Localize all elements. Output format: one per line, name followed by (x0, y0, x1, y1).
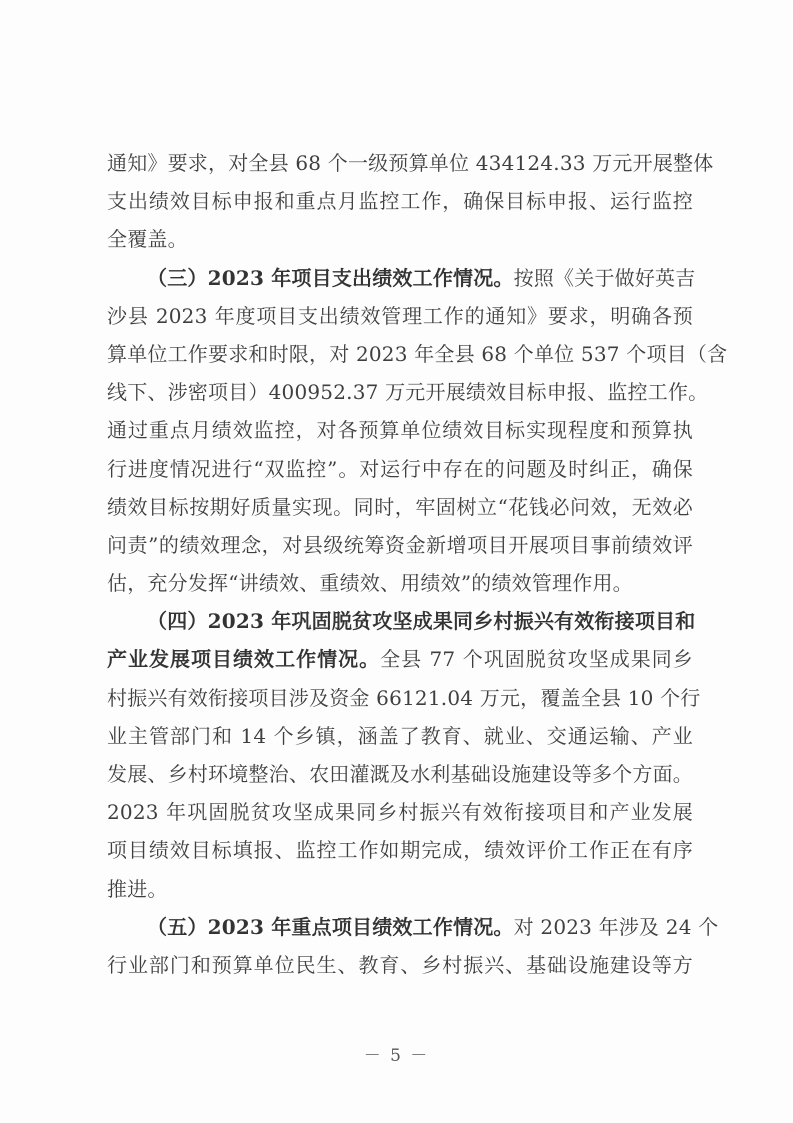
paragraph-3 (107, 602, 701, 908)
text-run: 按照《关于做好英吉 (513, 265, 696, 290)
text-line: 项目绩效目标填报、监控工作如期完成，绩效评价工作正在有序 (107, 838, 693, 863)
text-run: 全县 77 个巩固脱贫攻坚成果同乡 (380, 647, 693, 672)
text-line: 通知》要求，对全县 68 个一级预算单位 434124.33 万元开展整体 (107, 151, 714, 175)
page-number: － 5 － (363, 1046, 430, 1066)
text-line: 行业部门和预算单位民生、教育、乡村振兴、基础设施建设等方 (107, 952, 693, 977)
paragraph-2 (107, 259, 728, 603)
text-line (107, 640, 693, 678)
text-run: 对 2023 年涉及 24 个 (513, 914, 719, 939)
text-line: 推进。 (107, 876, 168, 901)
text-line: 绩效目标按期好质量实现。同时，牢固树立“花钱必问效，无效必 (107, 494, 693, 519)
text-line: 通过重点月绩效监控，对各预算单位绩效目标实现程度和预算执 (107, 418, 693, 443)
section-heading-4-cont: 产业发展项目绩效工作情况。 (107, 647, 381, 672)
paragraph-1 (107, 144, 714, 259)
section-heading-4: （四）2023 年巩固脱贫攻坚成果同乡村振兴有效衔接项目和 (147, 609, 696, 634)
section-heading-3: （三）2023 年项目支出绩效工作情况。 (147, 265, 514, 290)
text-line: 2023 年巩固脱贫攻坚成果同乡村振兴有效衔接项目和产业发展 (107, 800, 693, 825)
text-line: 线下、涉密项目）400952.37 万元开展绩效目标申报、监控工作。 (107, 380, 709, 405)
document-body (107, 144, 728, 984)
text-line: 村振兴有效衔接项目涉及资金 66121.04 万元，覆盖全县 10 个行 (107, 685, 701, 710)
section-heading-5: （五）2023 年重点项目绩效工作情况。 (147, 914, 514, 939)
text-line (107, 259, 696, 297)
text-line: 问责”的绩效理念，对县级统筹资金新增项目开展项目事前绩效评 (107, 532, 693, 557)
text-line: 估，充分发挥“讲绩效、重绩效、用绩效”的绩效管理作用。 (107, 571, 633, 596)
paragraph-4 (107, 908, 719, 984)
text-line: 全覆盖。 (107, 227, 188, 252)
text-line: 支出绩效目标申报和重点月监控工作，确保目标申报、运行监控 (107, 189, 693, 214)
text-line: 算单位工作要求和时限，对 2023 年全县 68 个单位 537 个项目（含 (107, 341, 728, 366)
text-line: 发展、乡村环境整治、农田灌溉及水利基础设施建设等多个方面。 (107, 762, 693, 786)
text-line: 业主管部门和 14 个乡镇，涵盖了教育、就业、交通运输、产业 (107, 723, 693, 748)
text-line: 行进度情况进行“双监控”。对运行中存在的问题及时纠正，确保 (107, 456, 693, 481)
text-line: 沙县 2023 年度项目支出绩效管理工作的通知》要求，明确各预 (107, 303, 693, 328)
text-line (107, 908, 719, 946)
